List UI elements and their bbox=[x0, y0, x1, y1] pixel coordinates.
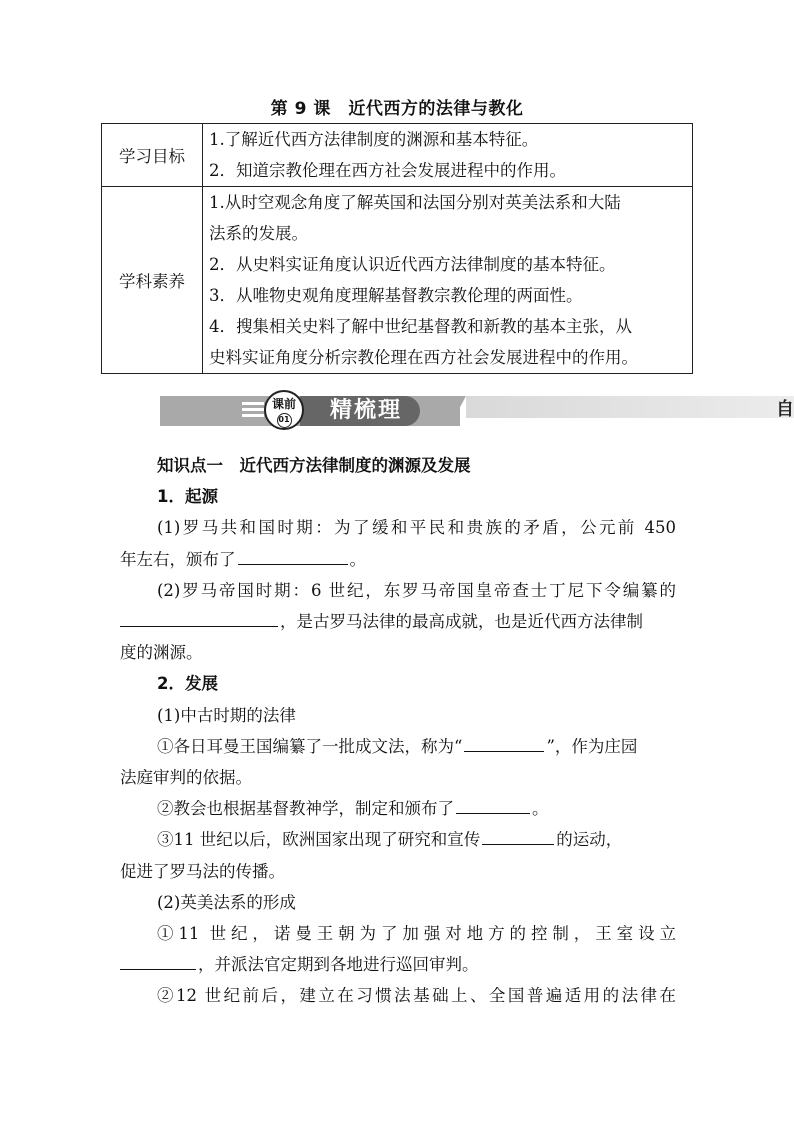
stripes-icon bbox=[242, 402, 264, 420]
banner-edge-text: 自 bbox=[776, 399, 794, 420]
fill-blank bbox=[456, 795, 530, 814]
paragraph-line bbox=[120, 824, 676, 855]
content-body bbox=[120, 450, 676, 1012]
badge-number: 01 bbox=[277, 413, 292, 428]
fill-blank bbox=[238, 546, 348, 565]
learning-goals-cell bbox=[203, 124, 693, 187]
section-heading: 1．起源 bbox=[157, 487, 218, 507]
objectives-table bbox=[101, 123, 693, 374]
table-row bbox=[102, 187, 693, 374]
section-heading: 2．发展 bbox=[157, 674, 218, 694]
paragraph-line: 促进了罗马法的传播。 bbox=[120, 861, 285, 881]
literacy-line: 2．从史料实证角度认识近代西方法律制度的基本特征。 bbox=[209, 255, 616, 274]
fill-blank bbox=[482, 826, 554, 845]
text-span: ”，作为庄园 bbox=[546, 736, 638, 756]
paragraph-line: (1)罗马共和国时期：为了缓和平民和贵族的矛盾，公元前 450 bbox=[157, 518, 676, 538]
goal-line: 1.了解近代西方法律制度的渊源和基本特征。 bbox=[209, 130, 539, 149]
paragraph-line: ①11 世纪，诺曼王朝为了加强对地方的控制，王室设立 bbox=[157, 924, 676, 944]
banner-badge bbox=[264, 390, 304, 430]
literacy-line: 4．搜集相关史料了解中世纪基督教和新教的基本主张，从 bbox=[209, 317, 632, 336]
literacy-line: 1.从时空观念角度了解英国和法国分别对英美法系和大陆 bbox=[209, 193, 621, 212]
paragraph-line bbox=[120, 793, 676, 824]
row-label-learning-goals: 学习目标 bbox=[102, 124, 203, 187]
literacy-line: 法系的发展。 bbox=[209, 224, 308, 243]
paragraph-line: (2)罗马帝国时期：6 世纪，东罗马帝国皇帝查士丁尼下令编纂的 bbox=[157, 580, 676, 600]
goal-line: 2．知道宗教伦理在西方社会发展进程中的作用。 bbox=[209, 161, 566, 180]
paragraph-line: 法庭审判的依据。 bbox=[120, 768, 252, 788]
text-span: 。 bbox=[532, 799, 549, 819]
literacy-line: 3．从唯物史观角度理解基督教宗教伦理的两面性。 bbox=[209, 286, 583, 305]
badge-text: 课前 bbox=[271, 397, 296, 411]
row-label-literacy: 学科素养 bbox=[102, 187, 203, 374]
text-span: ①各日耳曼王国编纂了一批成文法，称为“ bbox=[157, 736, 463, 756]
text-span: ③11 世纪以后，欧洲国家出现了研究和宣传 bbox=[157, 830, 481, 850]
text-span: ②教会也根据基督教神学，制定和颁布了 bbox=[157, 799, 454, 819]
banner-slant bbox=[450, 396, 466, 426]
paragraph-line bbox=[120, 731, 676, 762]
fill-blank bbox=[464, 733, 544, 752]
table-row bbox=[102, 124, 693, 187]
page-title: 第 9 课 近代西方的法律与教化 bbox=[270, 99, 524, 119]
paragraph-line bbox=[120, 949, 676, 980]
fill-blank bbox=[120, 608, 278, 627]
banner-label: 精梳理 bbox=[300, 396, 420, 426]
literacy-cell bbox=[203, 187, 693, 374]
fill-blank bbox=[120, 951, 196, 970]
text-span: 。 bbox=[349, 549, 366, 569]
section-banner bbox=[160, 396, 794, 426]
subheading: (1)中古时期的法律 bbox=[157, 705, 296, 725]
knowledge-point-heading: 知识点一 近代西方法律制度的渊源及发展 bbox=[157, 456, 471, 475]
paragraph-line: ②12 世纪前后，建立在习惯法基础上、全国普遍适用的法律在 bbox=[157, 986, 676, 1006]
text-span: 年左右，颁布了 bbox=[120, 549, 236, 569]
paragraph-line bbox=[120, 606, 676, 637]
paragraph-line: 度的渊源。 bbox=[120, 643, 203, 663]
text-span: ，并派法官定期到各地进行巡回审判。 bbox=[198, 955, 479, 975]
subheading: (2)英美法系的形成 bbox=[157, 892, 296, 912]
literacy-line: 史料实证角度分析宗教伦理在西方社会发展进程中的作用。 bbox=[209, 348, 638, 367]
text-span: ，是古罗马法律的最高成就，也是近代西方法律制 bbox=[280, 612, 643, 632]
text-span: 的运动， bbox=[556, 830, 623, 850]
banner-bar-right bbox=[466, 396, 794, 418]
paragraph-line bbox=[120, 544, 676, 575]
